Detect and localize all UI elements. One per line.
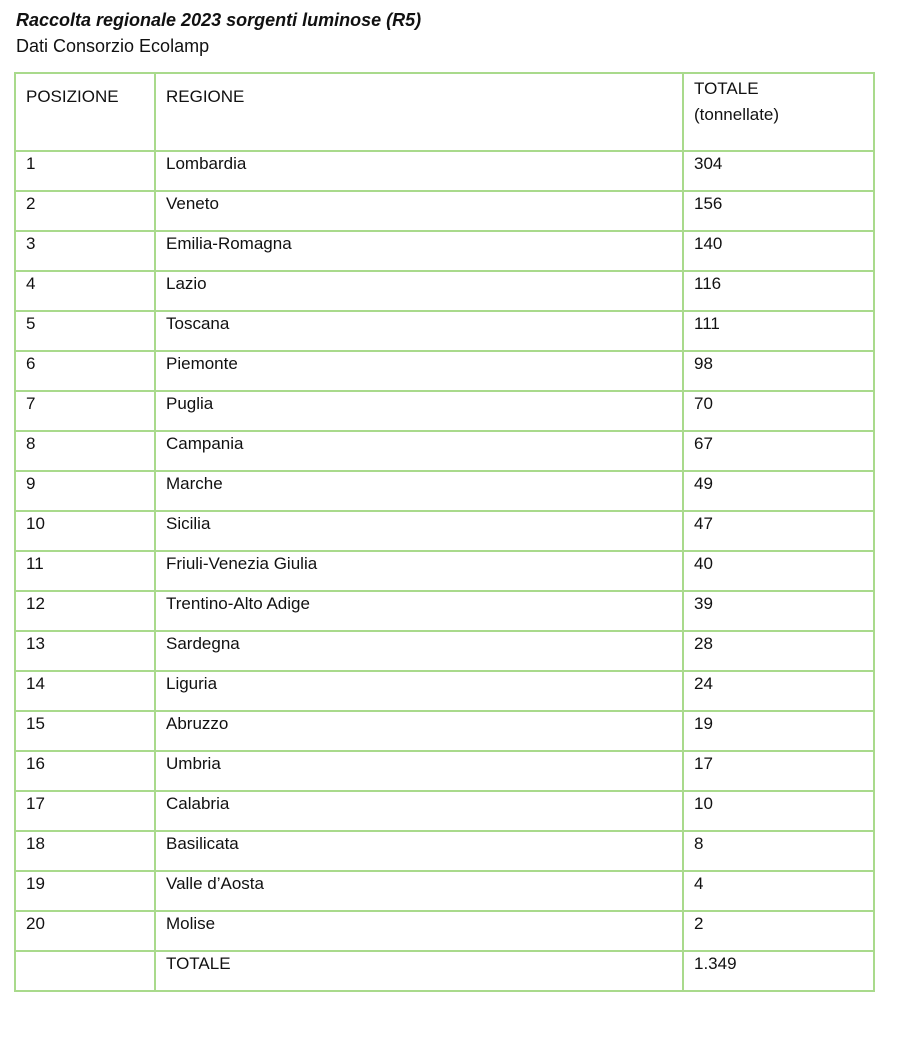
total-cell: 19: [683, 711, 874, 751]
table-row: [15, 791, 874, 831]
total-cell: 40: [683, 551, 874, 591]
regional-collection-table: [14, 72, 875, 992]
table-row: [15, 351, 874, 391]
region-cell: Campania: [155, 431, 683, 471]
table-row: [15, 311, 874, 351]
position-cell: 6: [15, 351, 155, 391]
total-cell: 116: [683, 271, 874, 311]
total-cell: 111: [683, 311, 874, 351]
total-cell: 70: [683, 391, 874, 431]
table-row: [15, 871, 874, 911]
table-row: [15, 431, 874, 471]
table-row: [15, 511, 874, 551]
total-cell: 24: [683, 671, 874, 711]
table-body: [15, 151, 874, 951]
region-cell: Emilia-Romagna: [155, 231, 683, 271]
position-cell: 14: [15, 671, 155, 711]
position-cell: 17: [15, 791, 155, 831]
table-row: [15, 191, 874, 231]
position-cell: 4: [15, 271, 155, 311]
position-cell: 12: [15, 591, 155, 631]
region-cell: Abruzzo: [155, 711, 683, 751]
position-cell: 19: [15, 871, 155, 911]
total-cell: 156: [683, 191, 874, 231]
total-cell: 2: [683, 911, 874, 951]
total-cell: 4: [683, 871, 874, 911]
position-cell: 8: [15, 431, 155, 471]
table-row: [15, 911, 874, 951]
table-row: [15, 271, 874, 311]
header-region: REGIONE: [155, 73, 683, 151]
region-cell: Calabria: [155, 791, 683, 831]
region-cell: Sardegna: [155, 631, 683, 671]
region-cell: Basilicata: [155, 831, 683, 871]
position-cell: 13: [15, 631, 155, 671]
table-row: [15, 671, 874, 711]
position-cell: 11: [15, 551, 155, 591]
total-cell: 98: [683, 351, 874, 391]
header-total-unit: (tonnellate): [694, 105, 780, 124]
region-cell: Toscana: [155, 311, 683, 351]
document-title: Raccolta regionale 2023 sorgenti luminose (R5): [16, 10, 422, 30]
region-cell: Sicilia: [155, 511, 683, 551]
total-value-cell: 1.349: [683, 951, 874, 991]
total-cell: 10: [683, 791, 874, 831]
region-cell: Friuli-Venezia Giulia: [155, 551, 683, 591]
header-position: POSIZIONE: [15, 73, 155, 151]
table-row: [15, 151, 874, 191]
region-cell: Lazio: [155, 271, 683, 311]
table-row: [15, 831, 874, 871]
table-total-row: [15, 951, 874, 991]
header-total-label: TOTALE: [694, 79, 759, 98]
position-cell: 15: [15, 711, 155, 751]
position-cell: 20: [15, 911, 155, 951]
total-label-cell: TOTALE: [155, 951, 683, 991]
table-row: [15, 551, 874, 591]
region-cell: Lombardia: [155, 151, 683, 191]
table-row: [15, 471, 874, 511]
total-cell: 28: [683, 631, 874, 671]
region-cell: Trentino-Alto Adige: [155, 591, 683, 631]
table-row: [15, 231, 874, 271]
position-cell: 16: [15, 751, 155, 791]
region-cell: Marche: [155, 471, 683, 511]
total-cell: 67: [683, 431, 874, 471]
position-cell: 18: [15, 831, 155, 871]
region-cell: Valle d’Aosta: [155, 871, 683, 911]
table-row: [15, 591, 874, 631]
region-cell: Piemonte: [155, 351, 683, 391]
total-cell: 8: [683, 831, 874, 871]
region-cell: Umbria: [155, 751, 683, 791]
total-cell: 17: [683, 751, 874, 791]
position-cell: 1: [15, 151, 155, 191]
table-row: [15, 751, 874, 791]
document-subtitle: Dati Consorzio Ecolamp: [16, 36, 210, 56]
region-cell: Molise: [155, 911, 683, 951]
position-cell: 10: [15, 511, 155, 551]
position-cell: 3: [15, 231, 155, 271]
total-cell: 304: [683, 151, 874, 191]
position-cell: 2: [15, 191, 155, 231]
table-row: [15, 391, 874, 431]
total-cell: 49: [683, 471, 874, 511]
region-cell: Veneto: [155, 191, 683, 231]
position-cell: 5: [15, 311, 155, 351]
region-cell: Liguria: [155, 671, 683, 711]
total-cell: 47: [683, 511, 874, 551]
table-row: [15, 631, 874, 671]
position-cell: 7: [15, 391, 155, 431]
region-cell: Puglia: [155, 391, 683, 431]
total-cell: 39: [683, 591, 874, 631]
total-position-cell: [15, 951, 155, 991]
table-header-row: [15, 73, 874, 151]
position-cell: 9: [15, 471, 155, 511]
total-cell: 140: [683, 231, 874, 271]
table-row: [15, 711, 874, 751]
header-total: [683, 73, 874, 151]
